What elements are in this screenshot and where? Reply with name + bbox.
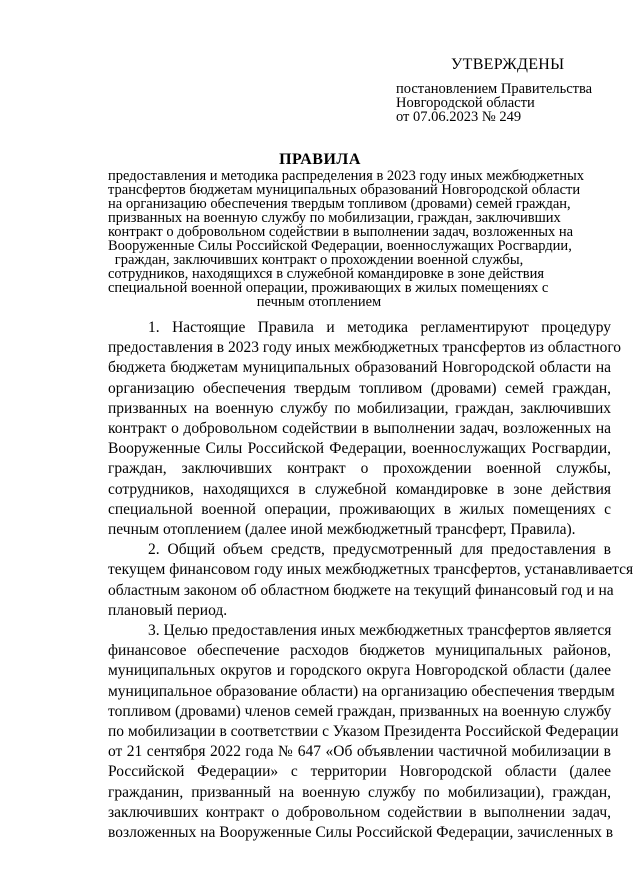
paragraph-2-line: областным законом об областном бюджете на текущий финансовый год и на: [108, 581, 614, 599]
paragraph-3-line: гражданин, призванный на военную службу по мобилизации), граждан,: [108, 783, 611, 801]
paragraph-1-line: Вооруженные Силы Российской Федерации, военнослужащих Росгвардии,: [108, 440, 611, 458]
document-body: [108, 318, 634, 843]
paragraph-3-line: по мобилизации в соответствии с Указом Президента Российской Федерации: [108, 723, 619, 741]
paragraph-3-line: Российской Федерации» с территории Новгородской области (далее: [108, 763, 611, 781]
subtitle-line: трансфертов бюджетам муниципальных образований Новгородской области: [108, 182, 581, 198]
subtitle-line: на организацию обеспечения твердым топливом (дровами) семей граждан,: [108, 196, 571, 212]
paragraph-1-line: печным отоплением (далее иной межбюджетный трансферт, Правила).: [108, 521, 576, 539]
paragraph-3-line: муниципальных округов и городского округа Новгородской области (далее: [108, 662, 611, 680]
paragraph-1-line: бюджета бюджетам муниципальных образований Новгородской области на: [108, 359, 611, 377]
paragraph-3-line: муниципальное образование области) на организацию обеспечения твердым: [108, 682, 615, 700]
document-subtitle: [108, 168, 584, 310]
paragraph-3-line: от 21 сентября 2022 года № 647 «Об объявлении частичной мобилизации в: [108, 743, 611, 761]
paragraph-1-line: 1. Настоящие Правила и методика регламентируют процедуру: [148, 319, 611, 336]
subtitle-line: контракт о добровольном содействии в выполнении задач, возложенных на: [108, 224, 574, 240]
paragraph-3-line: топливом (дровами) членов семей граждан, призванных на военную службу: [108, 702, 612, 720]
approval-line: постановлением Правительства: [396, 81, 593, 97]
paragraph-3-line: 3. Целью предоставления иных межбюджетных трансфертов является: [148, 622, 612, 640]
subtitle-line: специальной военной операции, проживающих в жилых помещениях с: [108, 280, 549, 296]
paragraph-1-line: контракт о добровольном содействии в выполнении задач, возложенных на: [108, 420, 611, 438]
paragraph-1-line: сотрудников, находящихся в служебной командировке в зоне действия: [108, 480, 611, 498]
approval-line: от 07.06.2023 № 249: [396, 109, 522, 125]
approved-heading: УТВЕРЖДЕНЫ: [451, 56, 565, 73]
subtitle-line: сотрудников, находящихся в служебной командировке в зоне действия: [108, 266, 545, 282]
paragraph-3-line: заключивших контракт о добровольном содействии в выполнении задач,: [108, 803, 611, 821]
paragraph-1-line: призванных на военную службу по мобилизации, граждан, заключивших: [108, 399, 611, 417]
paragraph-2-line: плановый период.: [108, 601, 228, 619]
paragraph-2-line: текущем финансовом году иных межбюджетных трансфертов, устанавливается: [108, 561, 634, 579]
subtitle-line: печным отоплением: [256, 294, 382, 310]
subtitle-line: предоставления и методика распределения в 2023 году иных межбюджетных: [108, 168, 584, 184]
document-title: ПРАВИЛА: [279, 151, 361, 168]
paragraph-2-line: 2. Общий объем средств, предусмотренный для предоставления в: [148, 541, 611, 559]
approval-line: Новгородской области: [396, 95, 535, 111]
paragraph-1-line: предоставления в 2023 году иных межбюджетных трансфертов из областного: [108, 339, 622, 357]
subtitle-line: призванных на военную службу по мобилизации, граждан, заключивших: [108, 210, 561, 226]
subtitle-line: граждан, заключивших контракт о прохождении военной службы,: [114, 252, 524, 268]
paragraph-1-line: организацию обеспечения твердым топливом (дровами) семей граждан,: [108, 379, 611, 397]
subtitle-line: Вооруженные Силы Российской Федерации, военнослужащих Росгвардии,: [108, 238, 572, 254]
paragraph-3-line: финансовое обеспечение расходов бюджетов муниципальных районов,: [108, 642, 611, 660]
approval-stamp: [396, 58, 626, 124]
paragraph-1-line: граждан, заключивших контракт о прохождении военной службы,: [108, 460, 611, 478]
paragraph-1-line: специальной военной операции, проживающих в жилых помещениях с: [108, 500, 611, 518]
paragraph-3-line: возложенных на Вооруженные Силы Российской Федерации, зачисленных в: [108, 824, 614, 842]
